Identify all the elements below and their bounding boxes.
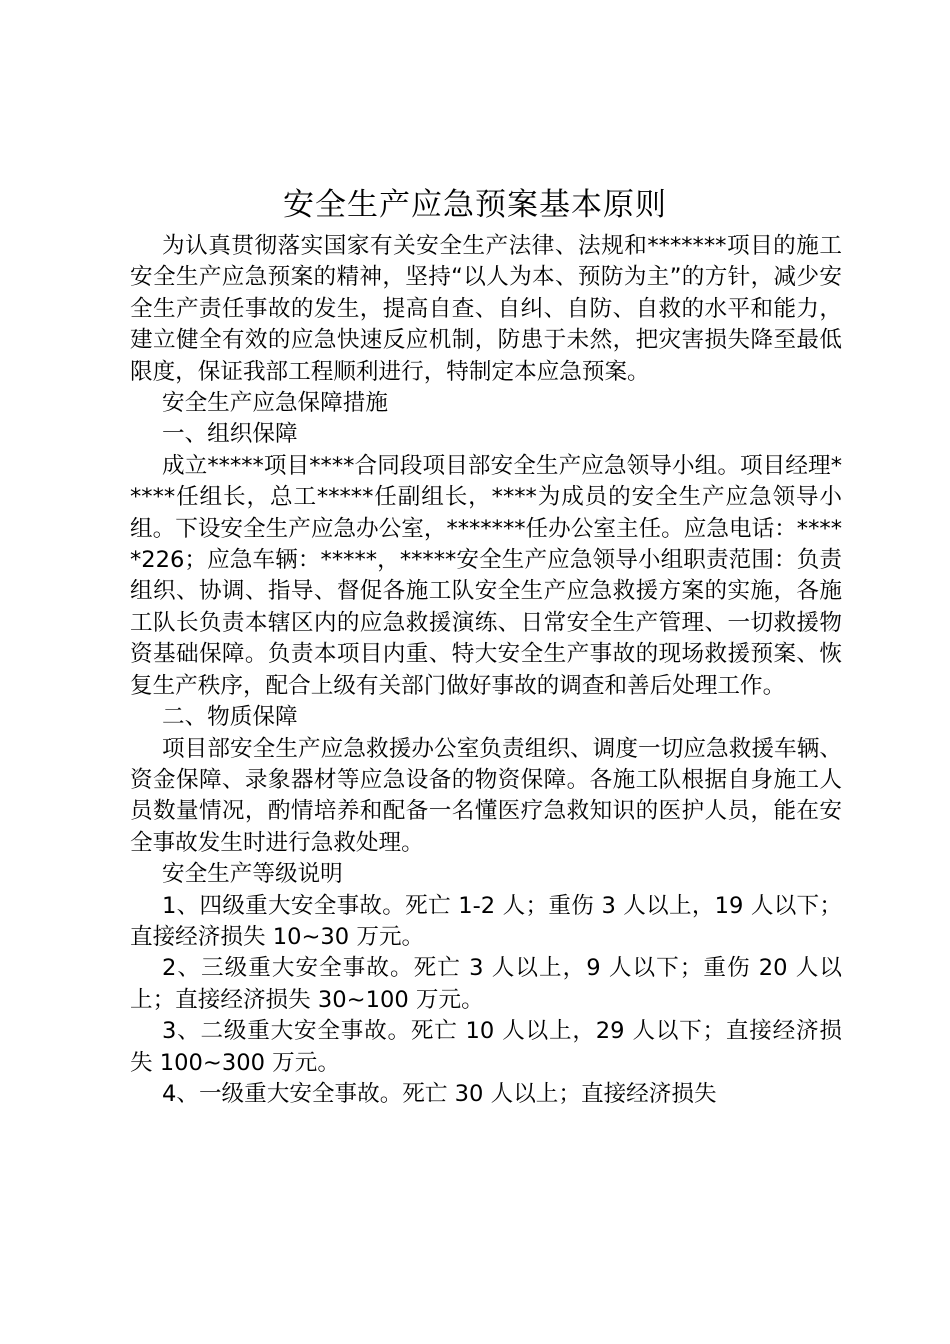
list-item-level-3: 2、三级重大安全事故。死亡 3 人以上，9 人以下；重伤 20 人以上；直接经济损失 30~100 万元。 (130, 955, 842, 1013)
heading-emergency-measures: 安全生产应急保障措施 (162, 390, 388, 417)
list-item-level-4: 1、四级重大安全事故。死亡 1-2 人；重伤 3 人以上，19 人以下；直接经济损失 10~30 万元。 (130, 892, 842, 950)
list-item-level-2: 3、二级重大安全事故。死亡 10 人以上，29 人以下；直接经济损失 100~300 万元。 (130, 1018, 842, 1076)
document-title: 安全生产应急预案基本原则 (283, 187, 667, 223)
heading-organization: 一、组织保障 (162, 421, 298, 448)
paragraph-organization: 成立*****项目****合同段项目部安全生产应急领导小组。项目经理*****任组长，总工*****任副组长，****为成员的安全生产应急领导小组。下设安全生产应急办公室，*******任办公室主任。应急电话：*****226；应急车辆：*****，*****安全生产应急领导小组职责范围：负责组织、协调、指导、督促各施工队安全生产应急救援方案的实施，各施工队长负责本辖区内的应急救援演练、日常安全生产管理、一切救援物资基础保障。负责本项目内重、特大安全生产事故的现场救援预案、恢复生产秩序，配合上级有关部门做好事故的调查和善后处理工作。 (130, 452, 842, 699)
list-item-level-1: 4、一级重大安全事故。死亡 30 人以上；直接经济损失 (162, 1080, 717, 1107)
heading-safety-levels: 安全生产等级说明 (162, 861, 343, 888)
paragraph-intro: 为认真贯彻落实国家有关安全生产法律、法规和*******项目的施工安全生产应急预案的精神，坚持“以人为本、预防为主”的方针，减少安全生产责任事故的发生，提高自查、自纠、自防、自救的水平和能力，建立健全有效的应急快速反应机制，防患于未然，把灾害损失降至最低限度，保证我部工程顺利进行，特制定本应急预案。 (130, 233, 842, 385)
paragraph-material: 项目部安全生产应急救援办公室负责组织、调度一切应急救援车辆、资金保障、录象器材等应急设备的物资保障。各施工队根据自身施工人员数量情况，酌情培养和配备一名懂医疗急救知识的医护人员，能在安全事故发生时进行急救处理。 (130, 735, 842, 856)
document-body (130, 231, 842, 1110)
heading-material: 二、物质保障 (162, 704, 298, 731)
